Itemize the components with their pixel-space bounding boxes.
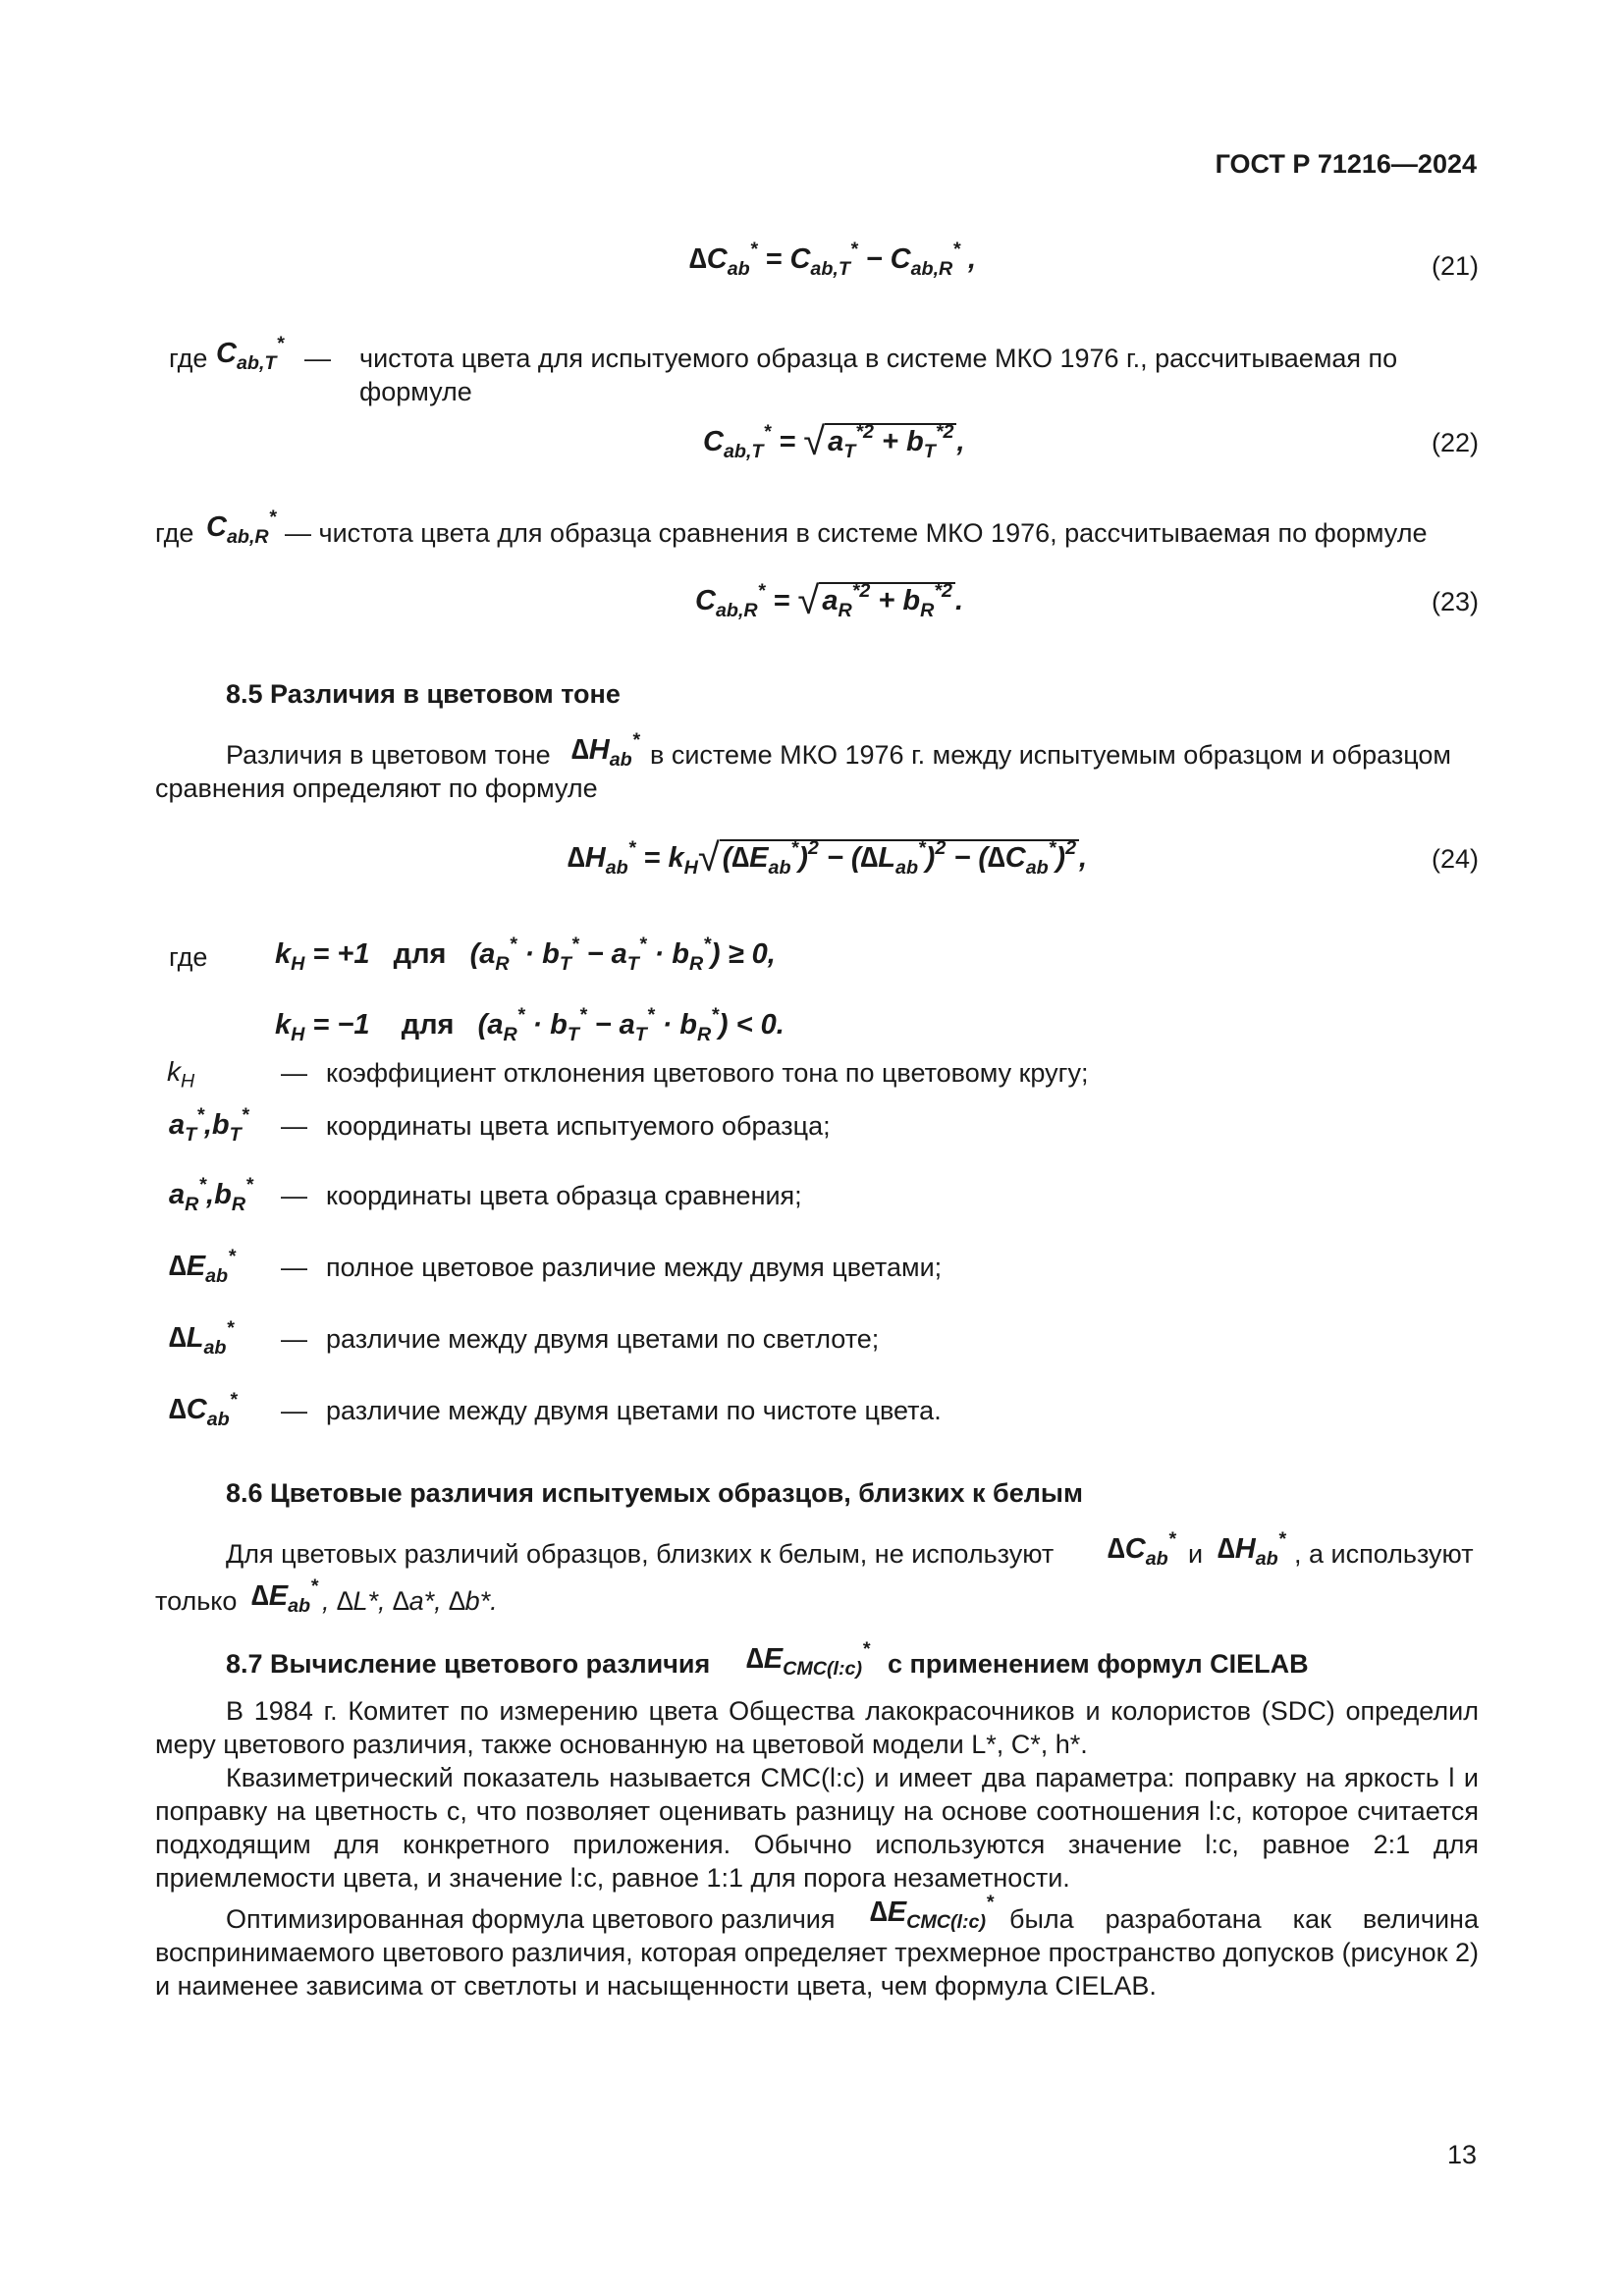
- where-label: где: [169, 344, 208, 373]
- def-kh-text: коэффициент отклонения цветового тона по цветовому кругу;: [326, 1058, 1089, 1088]
- section-8-7-paragraph-2: Квазиметрический показатель называется CMC(l:c) и имеет два параметра: поправку на яркость l и поправку на цветность c, что позволяет оценивать разницу на основе соотношения l:c, которое считается подходящим для конкретного приложения. Обычно используются значение l:c, равное 2:1 для приемлемости цвета, и значение l:c, равное 1:1 для порога незаметности.: [155, 1763, 1479, 1893]
- equation-number-22: (22): [1431, 428, 1479, 457]
- symbol-dl-ab: $\Delta L_{ab}^*$: [169, 1317, 235, 1359]
- equation-21: $\Delta C_{ab}^* = C_{ab,T}^* - C_{ab,R}^*$ ,: [689, 239, 977, 280]
- symbol-de-cmc: $\Delta E_{CMC(l:c)}^*$: [746, 1638, 870, 1680]
- section-8-6-p2b: , ∆L*, ∆a*, ∆b*.: [322, 1586, 498, 1616]
- def-dash-6: —: [281, 1396, 307, 1425]
- def-dash-3: —: [281, 1181, 307, 1210]
- section-8-6-p2a: только: [155, 1586, 238, 1616]
- section-8-7-heading-a: 8.7 Вычисление цветового различия: [226, 1649, 711, 1679]
- equation-number-23: (23): [1431, 587, 1479, 616]
- def-dash-4: —: [281, 1253, 307, 1282]
- cond-for-1: для: [393, 938, 447, 970]
- condition-positive: $k_H = +1$ для $(a_R^* \cdot b_T^* - a_T^* \cdot b_R^*) \ge 0$,: [275, 934, 776, 975]
- section-8-7-paragraph-3: была разработана как величина воспринимаемого цветового различия, которая определяет трехмерное пространство допусков (рисунок 2) и наименее зависима от светлоты и насыщенности цвета, чем формула CIELAB.: [155, 1904, 1479, 2001]
- def-dash-2: —: [281, 1111, 307, 1141]
- section-8-6-heading: 8.6 Цветовые различия испытуемых образцов, близких к белым: [226, 1478, 1083, 1508]
- section-8-6-p1a: Для цветовых различий образцов, близких к белым, не используют: [226, 1539, 1055, 1569]
- symbol-de-cmc-2: $\Delta E_{CMC(l:c)}^*$: [870, 1892, 994, 1933]
- cond-for-2: для: [401, 1009, 455, 1041]
- def-de-ab-text: полное цветовое различие между двумя цветами;: [326, 1253, 943, 1282]
- section-8-5-intro-c: сравнения определяют по формуле: [155, 774, 598, 803]
- symbol-dh-ab-2: $\Delta H_{ab}^*$: [1218, 1528, 1286, 1570]
- definition-cab-t-line2: формуле: [359, 377, 472, 406]
- def-dl-ab-text: различие между двумя цветами по светлоте;: [326, 1324, 880, 1354]
- symbol-cab-t: $C_{ab,T}^*$: [216, 333, 285, 374]
- condition-negative: $k_H = -1$ для $(a_R^* \cdot b_T^* - a_T^* \cdot b_R^*) < 0$.: [275, 1004, 785, 1045]
- equation-number-24: (24): [1431, 844, 1479, 874]
- document-code: ГОСТ Р 71216—2024: [1215, 149, 1477, 179]
- section-8-5-intro-a: Различия в цветовом тоне: [226, 740, 551, 770]
- def-dash-1: —: [281, 1058, 307, 1088]
- equation-23: $C_{ab,R}^*$ = √ $a_R^{*2} + b_R^{*2}$ .: [695, 579, 964, 622]
- symbol-at-bt: $a_T^*,b_T^*$: [169, 1104, 249, 1146]
- symbol-dc-ab-2: $\Delta C_{ab}^*$: [1108, 1528, 1176, 1570]
- def-ar-br-text: координаты цвета образца сравнения;: [326, 1181, 802, 1210]
- section-8-7-heading-b: с применением формул CIELAB: [888, 1649, 1309, 1679]
- definition-cab-t-line1: чистота цвета для испытуемого образца в системе МКО 1976 г., рассчитываемая по: [359, 344, 1398, 373]
- section-8-5-heading: 8.5 Различия в цветовом тоне: [226, 679, 621, 709]
- section-8-6-p1c: , а используют: [1294, 1539, 1474, 1569]
- definition-dash: —: [304, 344, 331, 373]
- symbol-de-ab: $\Delta E_{ab}^*$: [169, 1246, 236, 1287]
- symbol-dc-ab: $\Delta C_{ab}^*$: [169, 1389, 238, 1430]
- symbol-de-ab-2: $\Delta E_{ab}^*$: [251, 1575, 318, 1617]
- def-at-bt-text: координаты цвета испытуемого образца;: [326, 1111, 831, 1141]
- symbol-cab-r: $C_{ab,R}^*$: [206, 507, 277, 548]
- equation-22: $C_{ab,T}^*$ = √ $a_T^{*2} + b_T^{*2}$ ,: [703, 420, 965, 463]
- section-8-6-p1b: и: [1188, 1539, 1204, 1569]
- symbol-kh: $k_H$: [167, 1056, 195, 1093]
- section-8-7-p3a: Оптимизированная формула цветового различия: [226, 1904, 836, 1934]
- section-8-5-intro-b: в системе МКО 1976 г. между испытуемым образцом и образцом: [650, 740, 1451, 770]
- equation-number-21: (21): [1431, 251, 1479, 281]
- equation-24: $\Delta H_{ab}^* = k_H√$ $(\Delta E_{ab}^*)^2 - (\Delta L_{ab}^*)^2 - (\Delta C_{ab}^*)^2$ ,: [568, 836, 1088, 880]
- def-dash-5: —: [281, 1324, 307, 1354]
- symbol-ar-br: $a_R^*,b_R^*$: [169, 1174, 253, 1215]
- symbol-dh-ab: $\Delta H_{ab}^*$: [571, 729, 640, 771]
- def-dc-ab-text: различие между двумя цветами по чистоте цвета.: [326, 1396, 942, 1425]
- where-label-3: где: [169, 942, 208, 972]
- definition-cab-r: — чистота цвета для образца сравнения в системе МКО 1976, рассчитываемая по формуле: [285, 518, 1428, 548]
- where-label-2: где: [155, 518, 194, 548]
- section-8-7-paragraph-1: В 1984 г. Комитет по измерению цвета Общества лакокрасочников и колористов (SDC) определил меру цветового различия, также основанную на цветовой модели L*, C*, h*.: [155, 1696, 1479, 1759]
- page-number: 13: [1446, 2140, 1477, 2169]
